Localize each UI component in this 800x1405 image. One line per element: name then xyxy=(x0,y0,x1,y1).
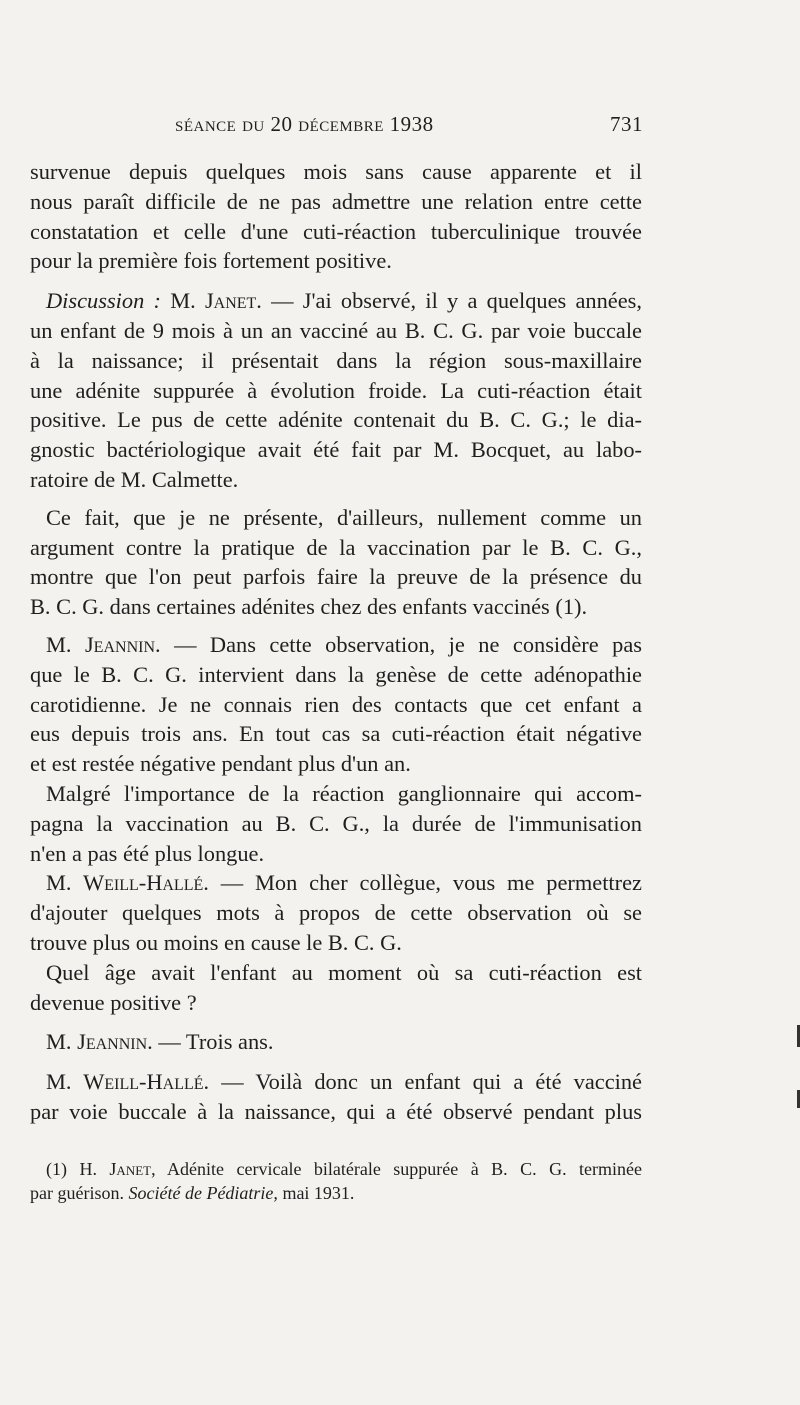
speaker-name: M. Jeannin. xyxy=(46,631,161,657)
line-rest: — Trois ans. xyxy=(152,1029,274,1055)
line-rest: — Voilà donc un enfant qui a été vacciné xyxy=(209,1069,642,1095)
text-line: nous paraît difficile de ne pas admettre une relation entre cette xyxy=(30,188,642,214)
text-line: Quel âge avait l'enfant au moment où sa cuti-réaction est xyxy=(46,959,642,985)
text-line: gnostic bactériologique avait été fait par M. Bocquet, au labo- xyxy=(30,437,642,463)
text-line: survenue depuis quelques mois sans cause apparente et il xyxy=(30,159,642,184)
discussion-label: Discussion : xyxy=(46,288,161,314)
text-line: n'en a pas été plus longue. xyxy=(30,840,265,866)
text-line: positive. Le pus de cette adénite contenait du B. C. G.; le dia- xyxy=(30,407,642,433)
speaker-name: M. Weill-Hallé. xyxy=(46,1069,210,1095)
text-line: et est restée négative pendant plus d'un an. xyxy=(30,751,411,777)
text-line: pour la première fois fortement positive. xyxy=(30,248,392,274)
text-line: un enfant de 9 mois à un an vacciné au B. C. G. par voie buccale xyxy=(30,317,642,343)
text-line: une adénite suppurée à évolution froide. La cuti-réaction était xyxy=(30,377,642,403)
text-line: eus depuis trois ans. En tout cas sa cuti-réaction était négative xyxy=(30,721,642,747)
text-line: constatation et celle d'une cuti-réaction tuberculinique trouvée xyxy=(30,218,642,244)
text-line: pagna la vaccination au B. C. G., la durée de l'immunisation xyxy=(30,810,642,836)
text-line: Ce fait, que je ne présente, d'ailleurs, nullement comme un xyxy=(46,504,642,530)
text-line xyxy=(30,1027,642,1057)
paragraph xyxy=(30,503,642,622)
footnote-text: Adénite cervicale bilatérale suppurée à B. C. G. terminée xyxy=(155,1159,643,1179)
footnote-text: mai 1931. xyxy=(277,1183,355,1203)
paragraph xyxy=(30,958,642,1018)
speaker-name: M. Janet. xyxy=(170,288,262,314)
footnotes xyxy=(30,1157,642,1205)
text-line: d'ajouter quelques mots à propos de cette observation où se xyxy=(30,900,642,926)
text-line: que le B. C. G. intervient dans la genèse de cette adénopathie xyxy=(30,661,642,687)
text-line: B. C. G. dans certaines adénites chez des enfants vaccinés (1). xyxy=(30,594,588,620)
text-line: montre que l'on peut parfois faire la preuve de la présence du xyxy=(30,564,642,590)
running-head-title: séance du 20 décembre 1938 xyxy=(175,112,434,136)
line-rest: — Dans cette observation, je ne considère pas xyxy=(160,631,642,657)
text-line: à la naissance; il présentait dans la région sous-maxillaire xyxy=(30,347,642,373)
paragraph xyxy=(30,779,642,868)
text-line: carotidienne. Je ne connais rien des contacts que cet enfant a xyxy=(30,691,642,717)
page-number: 731 xyxy=(610,112,643,136)
speaker-name: M. Weill-Hallé. xyxy=(46,870,209,896)
paragraph xyxy=(30,1067,642,1127)
text-line xyxy=(30,868,642,898)
text-line: par voie buccale à la naissance, qui a été observé pendant plus xyxy=(30,1098,642,1124)
footnote-line xyxy=(30,1157,642,1181)
text-line xyxy=(30,1067,642,1097)
text-line xyxy=(30,630,642,660)
text-line: trouve plus ou moins en cause le B. C. G. xyxy=(30,929,402,955)
text-line: devenue positive ? xyxy=(30,989,197,1015)
text-line xyxy=(30,286,642,316)
footnote-author: H. Janet, xyxy=(79,1159,156,1179)
paragraph xyxy=(30,1027,642,1057)
paragraph xyxy=(30,630,642,779)
footnote-marker: (1) xyxy=(46,1159,67,1179)
text-line: argument contre la pratique de la vaccination par le B. C. G., xyxy=(30,534,642,560)
paragraph xyxy=(30,286,642,495)
body-text xyxy=(30,157,642,1127)
footnote-line xyxy=(30,1181,642,1205)
paragraph xyxy=(30,157,642,276)
footnote-text: par guérison. xyxy=(30,1183,129,1203)
text-line: ratoire de M. Calmette. xyxy=(30,466,239,492)
line-rest: — J'ai observé, il y a quelques années, xyxy=(261,288,642,314)
text-line: Malgré l'importance de la réaction ganglionnaire qui accom- xyxy=(46,780,642,806)
running-head xyxy=(175,112,643,144)
speaker-name: M. Jeannin. xyxy=(46,1029,153,1055)
footnote-journal: Société de Pédiatrie, xyxy=(128,1183,278,1203)
line-rest: — Mon cher collègue, vous me permettrez xyxy=(208,870,642,896)
paragraph xyxy=(30,868,642,957)
